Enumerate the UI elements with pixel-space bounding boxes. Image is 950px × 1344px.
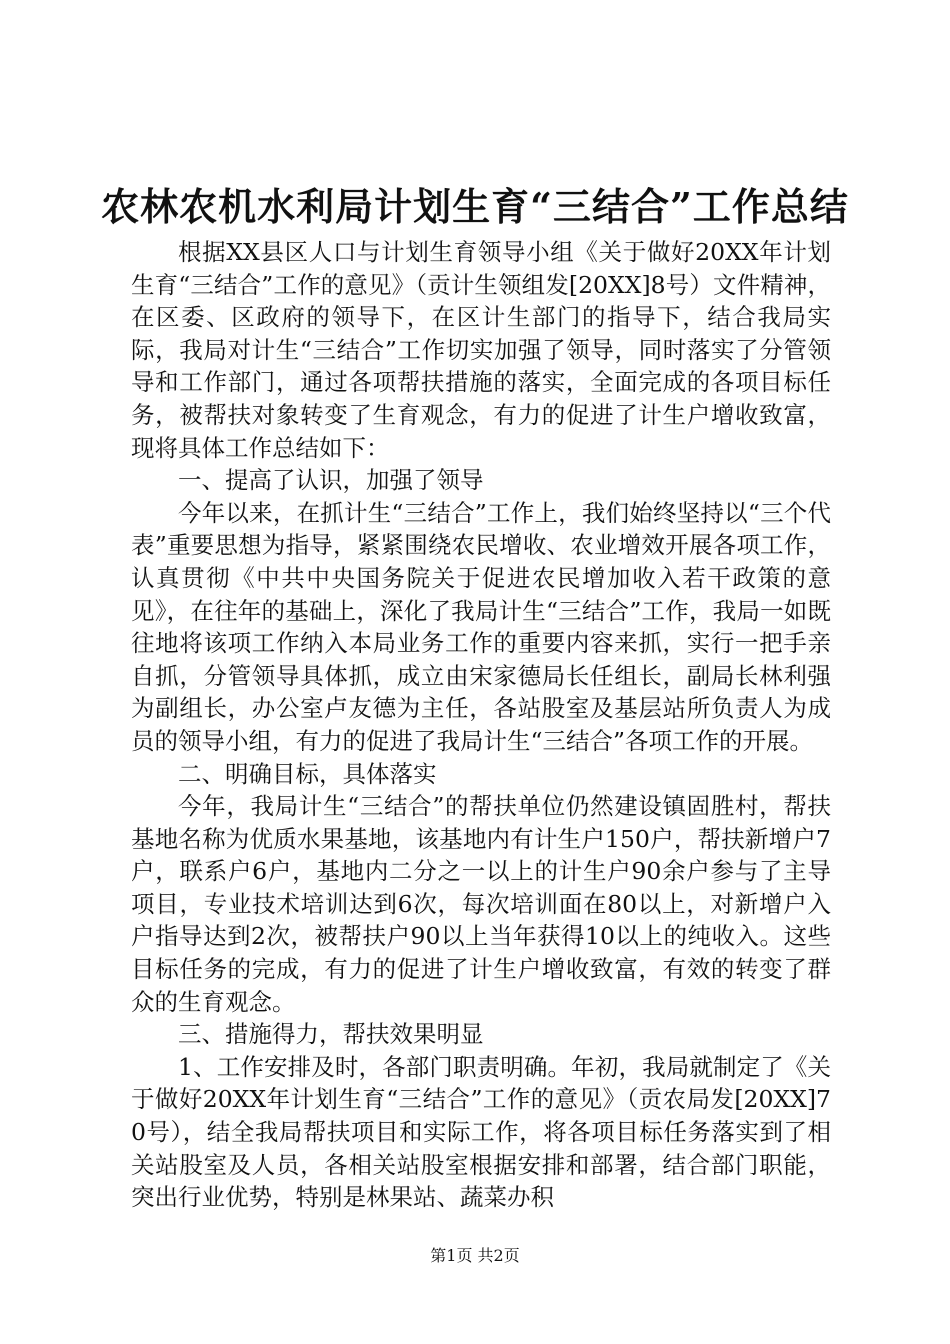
section-2-paragraph: 今年，我局计生“三结合”的帮扶单位仍然建设镇固胜村，帮扶基地名称为优质水果基地，该基地内有计生户150户，帮扶新增户7户，联系户6户，基地内二分之一以上的计生户90余户参与了主导项目，专业技术培训达到6次，每次培训面在80以上，对新增户入户指导达到2次，被帮扶户90以上当年获得10以上的纯收入。这些目标任务的完成，有力的促进了计生户增收致富，有效的转变了群众的生育观念。 <box>131 792 831 1016</box>
section-3-paragraph: 1、工作安排及时，各部门职责明确。年初，我局就制定了《关于做好20XX年计划生育“三结合”工作的意见》（贡农局发[20XX]70号），结全我局帮扶项目和实际工作，将各项目标任务落实到了相关站股室及人员，各相关站股室根据安排和部署，结合部门职能，突出行业优势，特别是林果站、蔬菜办积 <box>131 1052 831 1212</box>
document-body <box>131 236 831 1214</box>
section-heading-1: 一、提高了认识，加强了领导 <box>178 466 484 495</box>
section-heading-3: 三、措施得力，帮扶效果明显 <box>178 1020 484 1049</box>
document-title: 农林农机水利局计划生育“三结合”工作总结 <box>101 184 849 229</box>
intro-paragraph: 根据XX县区人口与计划生育领导小组《关于做好20XX年计划生育“三结合”工作的意见》（贡计生领组发[20XX]8号）文件精神，在区委、区政府的领导下，在区计生部门的指导下，结合我局实际，我局对计生“三结合”工作切实加强了领导，同时落实了分管领导和工作部门，通过各项帮扶措施的落实，全面完成的各项目标任务，被帮扶对象转变了生育观念，有力的促进了计生户增收致富，现将具体工作总结如下： <box>131 238 831 462</box>
section-1-paragraph: 今年以来，在抓计生“三结合”工作上，我们始终坚持以“三个代表”重要思想为指导，紧紧围绕农民增收、农业增效开展各项工作，认真贯彻《中共中央国务院关于促进农民增加收入若干政策的意见》，在往年的基础上，深化了我局计生“三结合”工作，我局一如既往地将该项工作纳入本局业务工作的重要内容来抓，实行一把手亲自抓，分管领导具体抓，成立由宋家德局长任组长，副局长林利强为副组长，办公室卢友德为主任，各站股室及基层站所负责人为成员的领导小组，有力的促进了我局计生“三结合”各项工作的开展。 <box>131 498 831 755</box>
page-footer: 第1页 共2页 <box>430 1246 520 1265</box>
section-heading-2: 二、明确目标，具体落实 <box>178 759 437 788</box>
